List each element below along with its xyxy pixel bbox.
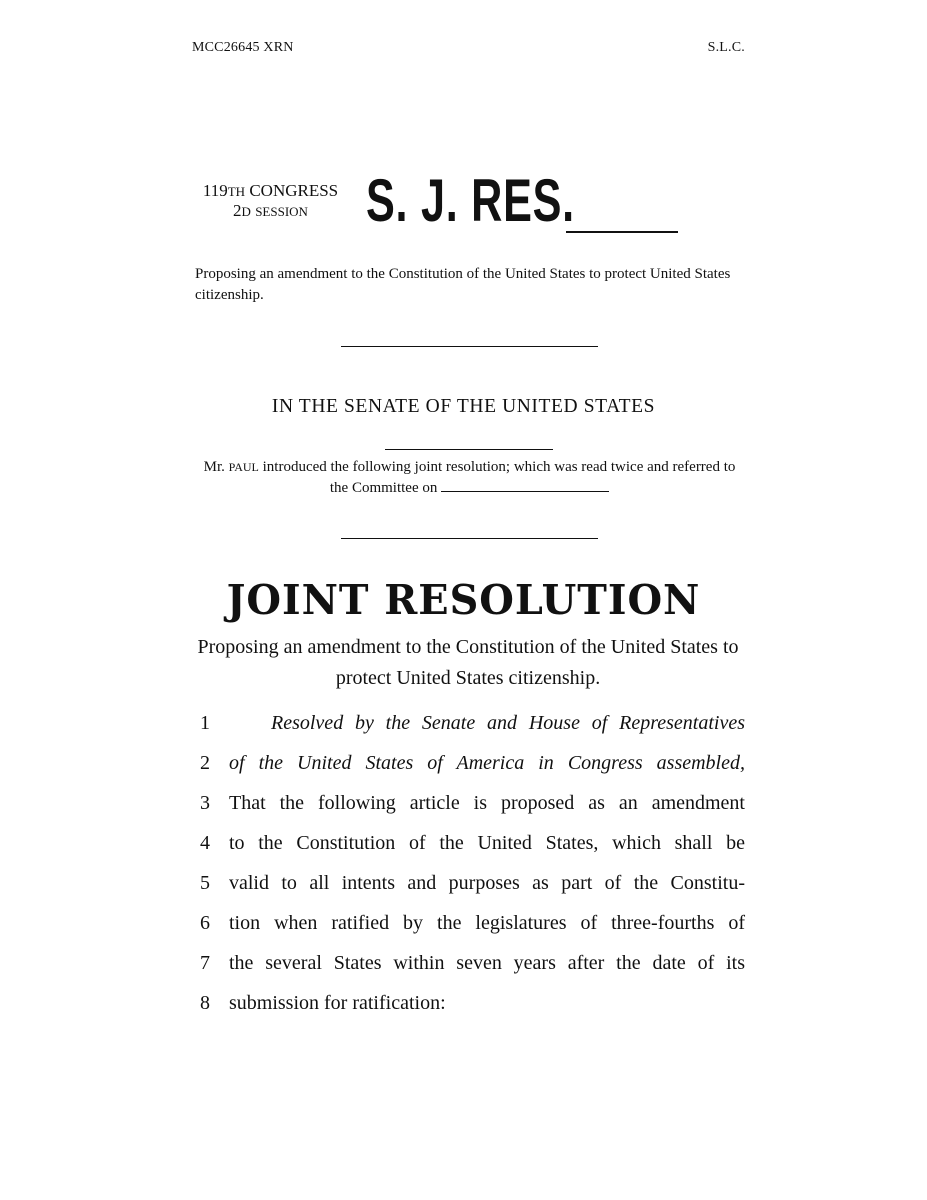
congress-line (192, 181, 349, 201)
divider-rule (341, 538, 598, 539)
body-line (200, 747, 760, 787)
line-text: valid to all intents and purposes as part of the Constitu- (229, 872, 745, 894)
line-number: 4 (200, 832, 210, 854)
line-number: 3 (200, 792, 210, 814)
sponsor-title: Mr. (203, 459, 225, 475)
body-line (200, 947, 760, 987)
line-number: 6 (200, 912, 210, 934)
chamber-heading: IN THE SENATE OF THE UNITED STATES (271, 396, 656, 417)
purpose-long: Proposing an amendment to the Constitution of the United States to protect United States citizenship. (197, 636, 739, 689)
line-number: 8 (200, 992, 210, 1014)
body-line (200, 787, 760, 827)
line-text: That the following article is proposed as an amendment (229, 792, 745, 814)
bill-number-blank (566, 231, 678, 233)
body-line (200, 987, 760, 1027)
session-line (192, 201, 349, 221)
office-code: S.L.C. (707, 40, 745, 55)
sponsor-name: PAUL (228, 460, 259, 474)
congress-word: CONGRESS (249, 181, 339, 200)
line-number: 1 (200, 712, 210, 734)
line-text: Resolved by the Senate and House of Representatives (271, 712, 745, 734)
line-number: 5 (200, 872, 210, 894)
line-text: to the Constitution of the United States, which shall be (229, 832, 745, 854)
session-word: SESSION (255, 204, 308, 219)
body-line (200, 907, 760, 947)
body-line (200, 867, 760, 907)
line-text: the several States within seven years after the date of its (229, 952, 745, 974)
body-line (200, 707, 760, 747)
divider-rule (341, 346, 598, 347)
short-divider-rule (385, 449, 553, 450)
body-line (200, 827, 760, 867)
line-text: tion when ratified by the legislatures of three-fourths of (229, 912, 745, 934)
resolution-body (200, 707, 760, 1027)
congress-session-block (192, 181, 349, 221)
introduction-statement (195, 457, 744, 499)
committee-blank-line (441, 479, 609, 492)
bill-designation: S. J. RES. (366, 167, 575, 234)
purpose-short: Proposing an amendment to the Constitution of the United States to protect United States citizenship. (195, 266, 731, 303)
session-number-suffix: D (241, 204, 251, 219)
line-text: submission for ratification: (229, 992, 446, 1014)
congress-number-suffix: TH (227, 184, 246, 199)
congress-number: 119 (202, 181, 228, 200)
document-id: MCC26645 XRN (192, 40, 294, 55)
line-text: of the United States of America in Congress assembled, (229, 752, 745, 774)
session-number: 2 (233, 201, 242, 220)
line-number: 7 (200, 952, 210, 974)
measure-type-title: JOINT RESOLUTION (226, 576, 701, 624)
line-number: 2 (200, 752, 210, 774)
introduction-text: introduced the following joint resolution; which was read twice and referred to the Committee on (262, 459, 736, 496)
